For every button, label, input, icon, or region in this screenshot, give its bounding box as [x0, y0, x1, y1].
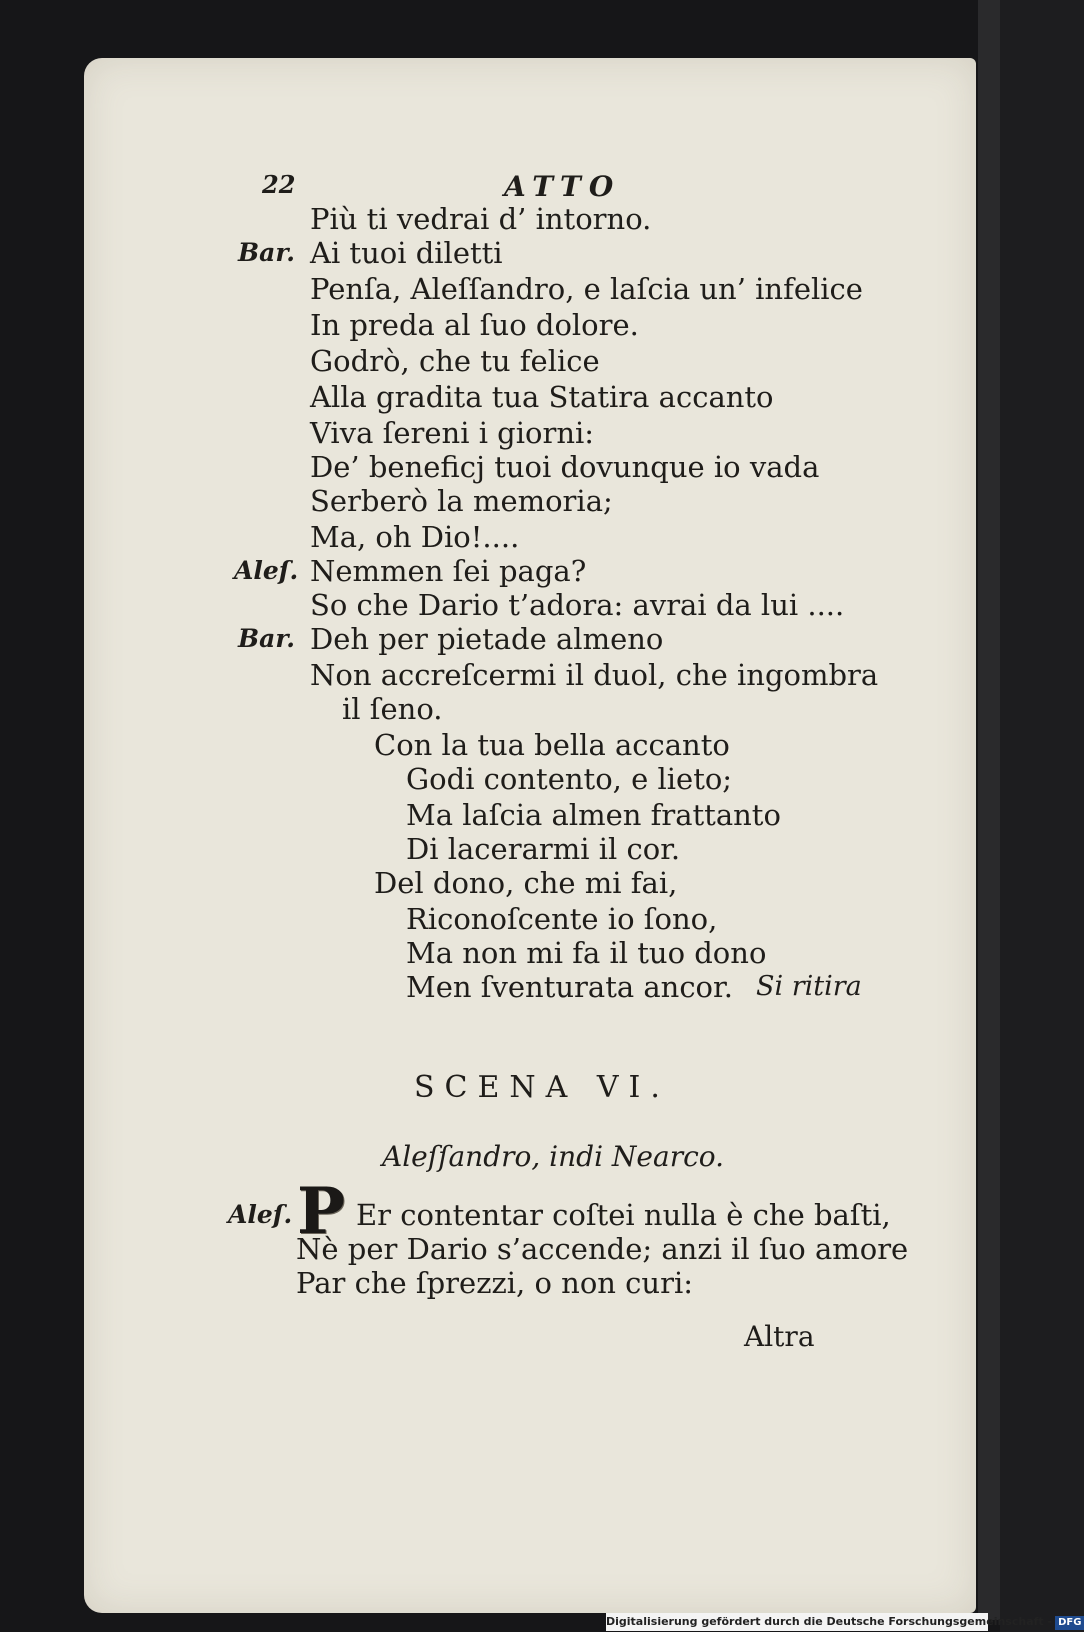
verse-line: Nemmen ſei paga? — [310, 554, 587, 588]
credit-text: Digitalisierung gefördert durch die Deutsche Forschungsgemeinschaft - — [606, 1615, 1053, 1628]
page-number: 22 — [262, 170, 296, 199]
aria-line: Ma laſcia almen frattanto — [406, 798, 781, 832]
verse-line: Ma, oh Dio!.... — [310, 520, 520, 554]
aria-line: Del dono, che mi fai, — [374, 866, 678, 900]
verse-line: Serberò la memoria; — [310, 484, 613, 518]
speaker-label: Aleſ. — [234, 556, 299, 585]
aria-line: Men ſventurata ancor. — [406, 970, 733, 1004]
drop-cap: P — [296, 1174, 346, 1249]
verse-line: In preda al ſuo dolore. — [310, 308, 639, 342]
speaker-label: Bar. — [238, 238, 295, 267]
scene-heading: SCENA VI. — [414, 1070, 670, 1105]
running-title: ATTO — [504, 170, 622, 203]
verse-line: Deh per pietade almeno — [310, 622, 664, 656]
aria-line: Riconoſcente io ſono, — [406, 902, 718, 936]
verse-line: Viva ſereni i giorni: — [310, 416, 595, 450]
digitization-credit — [606, 1613, 1082, 1631]
book-edge — [978, 0, 1000, 1620]
verse-line: Godrò, che tu felice — [310, 344, 600, 378]
verse-line: Ai tuoi diletti — [310, 236, 503, 270]
speaker-label: Bar. — [238, 624, 295, 653]
book-page — [84, 58, 976, 1613]
catchword: Altra — [744, 1320, 815, 1353]
verse-line: Par che ſprezzi, o non curi: — [296, 1266, 694, 1300]
verse-line: Non accreſcermi il duol, che ingombra — [310, 658, 879, 692]
verse-line: il ſeno. — [342, 692, 443, 726]
aria-line: Con la tua bella accanto — [374, 728, 730, 762]
verse-line: Er contentar coſtei nulla è che baſti, — [356, 1198, 891, 1232]
verse-line: Alla gradita tua Statira accanto — [310, 380, 774, 414]
verse-line: Nè per Dario s’accende; anzi il ſuo amore — [296, 1232, 909, 1266]
verse-line: Più ti vedrai d’ intorno. — [310, 202, 652, 236]
dfg-logo: DFG — [1055, 1616, 1084, 1630]
page-text — [84, 58, 976, 1613]
aria-line: Di lacerarmi il cor. — [406, 832, 681, 866]
aria-line: Ma non mi fa il tuo dono — [406, 936, 767, 970]
verse-line: So che Dario t’adora: avrai da lui .... — [310, 588, 845, 622]
scene-characters: Aleſſandro, indi Nearco. — [382, 1140, 725, 1173]
speaker-label: Aleſ. — [228, 1200, 293, 1229]
aria-line: Godi contento, e lieto; — [406, 762, 733, 796]
verse-line: Penſa, Aleſſandro, e laſcia un’ infelice — [310, 272, 863, 306]
stage-direction: Si ritira — [756, 971, 862, 1002]
verse-line: De’ beneficj tuoi dovunque io vada — [310, 450, 820, 484]
